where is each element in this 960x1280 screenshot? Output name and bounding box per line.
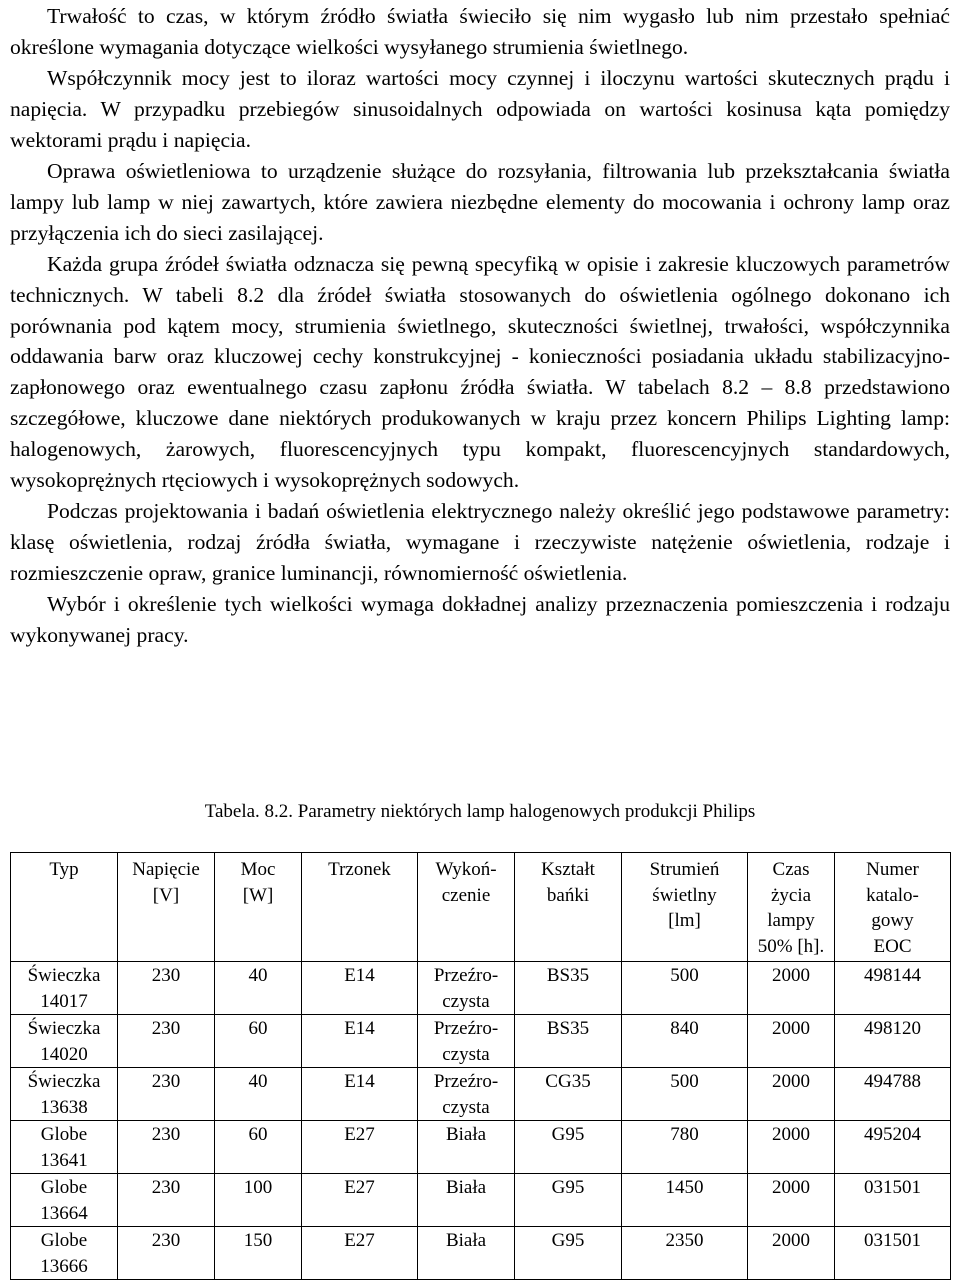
table-row [11,1174,951,1227]
cell-luminous-flux [622,1227,748,1280]
halogen-lamps-table [10,852,951,1280]
cell-power-line-0: 60 [248,1018,268,1039]
header-catalog-number-line-3: EOC [873,935,912,957]
cell-power-line-0: 100 [243,1177,273,1198]
cell-type [11,962,118,1015]
header-type-line-0: Typ [49,859,79,880]
cell-lifetime [748,1121,835,1174]
cell-voltage [118,962,215,1015]
cell-catalog-number-line-0: 498144 [864,965,921,986]
cell-base-line-0: E14 [344,965,375,986]
header-luminous-flux-line-1: świetlny [652,884,717,906]
cell-type-line-1: 13638 [40,1096,88,1118]
paragraph-luminaire: Oprawa oświetleniowa to urządzenie służące do rozsyłania, filtrowania lub przekształcania światła lampy lub lamp w niej zawartych, które zawiera niezbędne elementy do mocowania i ochrony lamp oraz przyłączenia ich do sieci zasilającej. [10,158,950,245]
header-voltage-line-1: [V] [152,884,180,906]
cell-catalog-number [835,1015,951,1068]
cell-catalog-number [835,1068,951,1121]
document-page [10,0,950,651]
cell-bulb-shape [515,962,622,1015]
cell-type-line-0: Świeczka [27,965,101,986]
cell-catalog-number [835,1121,951,1174]
header-luminous-flux [622,853,748,962]
header-power [215,853,302,962]
cell-bulb-shape [515,1015,622,1068]
cell-base-line-0: E27 [344,1230,375,1251]
cell-bulb-shape-line-0: G95 [551,1230,585,1251]
cell-base-line-0: E27 [344,1124,375,1145]
cell-type-line-1: 14020 [40,1043,88,1065]
cell-voltage-line-0: 230 [151,1124,181,1145]
cell-voltage [118,1015,215,1068]
header-lifetime-line-2: lampy [767,910,815,931]
cell-type-line-1: 13666 [40,1255,88,1277]
cell-finish [418,1227,515,1280]
paragraph-design-parameters: Podczas projektowania i badań oświetlenia elektrycznego należy określić jego podstawowe parametry: klasę oświetlenia, rodzaj źródła światła, wymagane i rzeczywiste natężenie oświetlenia, rodzaje i rozmieszczenie opraw, granice luminancji, równomierność oświetlenia. [10,499,950,586]
cell-luminous-flux [622,1068,748,1121]
header-luminous-flux-line-2: [lm] [668,910,701,931]
cell-type-line-1: 13664 [40,1202,88,1224]
cell-voltage [118,1068,215,1121]
header-base-line-0: Trzonek [328,859,391,880]
header-base [302,853,418,962]
cell-catalog-number [835,962,951,1015]
cell-power [215,1068,302,1121]
cell-voltage [118,1227,215,1280]
cell-base-line-0: E14 [344,1018,375,1039]
cell-type-line-1: 14017 [40,990,88,1012]
cell-base [302,1121,418,1174]
header-luminous-flux-line-0: Strumień [649,859,720,880]
header-power-line-0: Moc [240,859,276,880]
cell-power [215,1174,302,1227]
cell-bulb-shape-line-0: G95 [551,1177,585,1198]
table-row [11,1227,951,1280]
cell-base [302,1227,418,1280]
table-header-row [11,853,951,962]
cell-finish-line-0: Biała [445,1230,487,1251]
cell-finish-line-1: czysta [442,1096,490,1118]
header-lifetime-line-3: 50% [h]. [757,935,825,957]
cell-finish-line-1: czysta [442,990,490,1012]
cell-voltage [118,1174,215,1227]
cell-luminous-flux [622,1015,748,1068]
cell-catalog-number-line-0: 031501 [864,1230,921,1251]
cell-lifetime [748,1174,835,1227]
cell-finish-line-0: Biała [445,1177,487,1198]
cell-catalog-number-line-0: 498120 [864,1018,921,1039]
table-row [11,1015,951,1068]
table-row [11,1068,951,1121]
header-finish-line-1: czenie [441,884,491,906]
cell-luminous-flux [622,962,748,1015]
cell-bulb-shape-line-0: G95 [551,1124,585,1145]
header-finish [418,853,515,962]
header-finish-line-0: Wykoń- [435,859,497,880]
cell-finish [418,1121,515,1174]
cell-bulb-shape-line-0: BS35 [546,1018,590,1039]
cell-base [302,962,418,1015]
cell-voltage [118,1121,215,1174]
table-body [11,962,951,1280]
cell-finish [418,1174,515,1227]
cell-power-line-0: 40 [248,1071,268,1092]
cell-base [302,1174,418,1227]
cell-finish-line-0: Biała [445,1124,487,1145]
header-catalog-number-line-2: gowy [871,910,914,931]
cell-bulb-shape [515,1068,622,1121]
cell-power [215,1121,302,1174]
cell-lifetime-line-0: 2000 [772,965,810,986]
cell-voltage-line-0: 230 [151,1018,181,1039]
cell-voltage-line-0: 230 [151,1230,181,1251]
cell-lifetime [748,1068,835,1121]
cell-base [302,1015,418,1068]
cell-power [215,1227,302,1280]
cell-lifetime [748,1227,835,1280]
table-row [11,1121,951,1174]
header-bulb-shape-line-0: Kształt [541,859,595,880]
cell-lifetime-line-0: 2000 [772,1230,810,1251]
header-bulb-shape-line-1: bańki [546,884,590,906]
cell-voltage-line-0: 230 [151,1071,181,1092]
table-row [11,962,951,1015]
header-catalog-number-line-0: Numer [866,859,919,880]
cell-type-line-0: Globe [40,1230,88,1251]
cell-catalog-number [835,1174,951,1227]
cell-type [11,1174,118,1227]
paragraph-analysis: Wybór i określenie tych wielkości wymaga dokładnej analizy przeznaczenia pomieszczenia i rodzaju wykonywanej pracy. [10,592,950,648]
body-text [10,1,950,651]
cell-base-line-0: E14 [344,1071,375,1092]
paragraph-power-factor: Współczynnik mocy jest to iloraz wartości mocy czynnej i iloczynu wartości skutecznych prądu i napięcia. W przypadku przebiegów sinusoidalnych odpowiada on wartości kosinusa kąta pomiędzy wektorami prądu i napięcia. [10,65,950,152]
cell-voltage-line-0: 230 [151,1177,181,1198]
cell-finish-line-0: Przeźro- [433,965,499,986]
cell-finish-line-0: Przeźro- [433,1018,499,1039]
cell-luminous-flux [622,1121,748,1174]
cell-type-line-0: Globe [40,1177,88,1198]
cell-finish [418,962,515,1015]
header-voltage [118,853,215,962]
paragraph-durability: Trwałość to czas, w którym źródło światła świeciło się nim wygasło lub nim przestało spełniać określone wymagania dotyczące wielkości wysyłanego strumienia świetlnego. [10,4,950,59]
cell-type-line-0: Świeczka [27,1018,101,1039]
cell-voltage-line-0: 230 [151,965,181,986]
cell-catalog-number-line-0: 495204 [864,1124,921,1145]
cell-type [11,1015,118,1068]
cell-power [215,1015,302,1068]
header-lifetime-line-0: Czas [772,859,810,880]
cell-type [11,1227,118,1280]
cell-luminous-flux [622,1174,748,1227]
cell-lifetime-line-0: 2000 [772,1018,810,1039]
cell-luminous-flux-line-0: 500 [670,965,699,986]
cell-lifetime-line-0: 2000 [772,1177,810,1198]
cell-base [302,1068,418,1121]
header-bulb-shape [515,853,622,962]
cell-finish [418,1015,515,1068]
cell-power-line-0: 150 [243,1230,273,1251]
cell-base-line-0: E27 [344,1177,375,1198]
table-caption: Tabela. 8.2. Parametry niektórych lamp halogenowych produkcji Philips [204,801,756,822]
cell-lifetime-line-0: 2000 [772,1124,810,1145]
cell-power [215,962,302,1015]
header-power-line-1: [W] [242,884,274,906]
cell-lifetime [748,1015,835,1068]
header-catalog-number [835,853,951,962]
header-lifetime [748,853,835,962]
cell-type-line-0: Świeczka [27,1071,101,1092]
cell-power-line-0: 60 [248,1124,268,1145]
cell-bulb-shape [515,1121,622,1174]
cell-bulb-shape [515,1174,622,1227]
cell-type [11,1121,118,1174]
header-lifetime-line-1: życia [770,884,812,906]
header-catalog-number-line-1: katalo- [866,884,919,906]
cell-lifetime [748,962,835,1015]
cell-bulb-shape [515,1227,622,1280]
cell-finish-line-0: Przeźro- [433,1071,499,1092]
cell-luminous-flux-line-0: 840 [670,1018,699,1039]
cell-type [11,1068,118,1121]
cell-type-line-1: 13641 [40,1149,88,1171]
cell-bulb-shape-line-0: CG35 [545,1071,591,1092]
cell-luminous-flux-line-0: 1450 [665,1177,704,1198]
cell-finish-line-1: czysta [442,1043,490,1065]
cell-power-line-0: 40 [248,965,268,986]
cell-lifetime-line-0: 2000 [772,1071,810,1092]
cell-bulb-shape-line-0: BS35 [546,965,590,986]
paragraph-light-source-groups: Każda grupa źródeł światła odznacza się pewną specyfiką w opisie i zakresie kluczowych parametrów technicznych. W tabeli 8.2 dla źródeł światła stosowanych do oświetlenia ogólnego dokonano ich porównania pod kątem mocy, strumienia świetlnego, skuteczności świetlnej, trwałości, współczynnika oddawania barw oraz kluczowej cechy konstrukcyjnej - konieczności posiadania układu stabilizacyjno-zapłonowego oraz ewentualnego czasu zapłonu źródła światła. W tabelach 8.2 – 8.8 przedstawiono szczegółowe, kluczowe dane niektórych produkowanych w kraju przez koncern Philips Lighting lamp: halogenowych, żarowych, fluorescencyjnych typu kompakt, fluorescencyjnych standardowych, wysokoprężnych rtęciowych i wysokoprężnych sodowych. [10,251,950,493]
cell-catalog-number-line-0: 494788 [864,1071,921,1092]
cell-catalog-number [835,1227,951,1280]
cell-type-line-0: Globe [40,1124,88,1145]
cell-luminous-flux-line-0: 2350 [665,1230,704,1251]
cell-luminous-flux-line-0: 500 [670,1071,699,1092]
header-voltage-line-0: Napięcie [132,859,200,880]
cell-catalog-number-line-0: 031501 [864,1177,921,1198]
cell-finish [418,1068,515,1121]
cell-luminous-flux-line-0: 780 [670,1124,699,1145]
header-type [11,853,118,962]
